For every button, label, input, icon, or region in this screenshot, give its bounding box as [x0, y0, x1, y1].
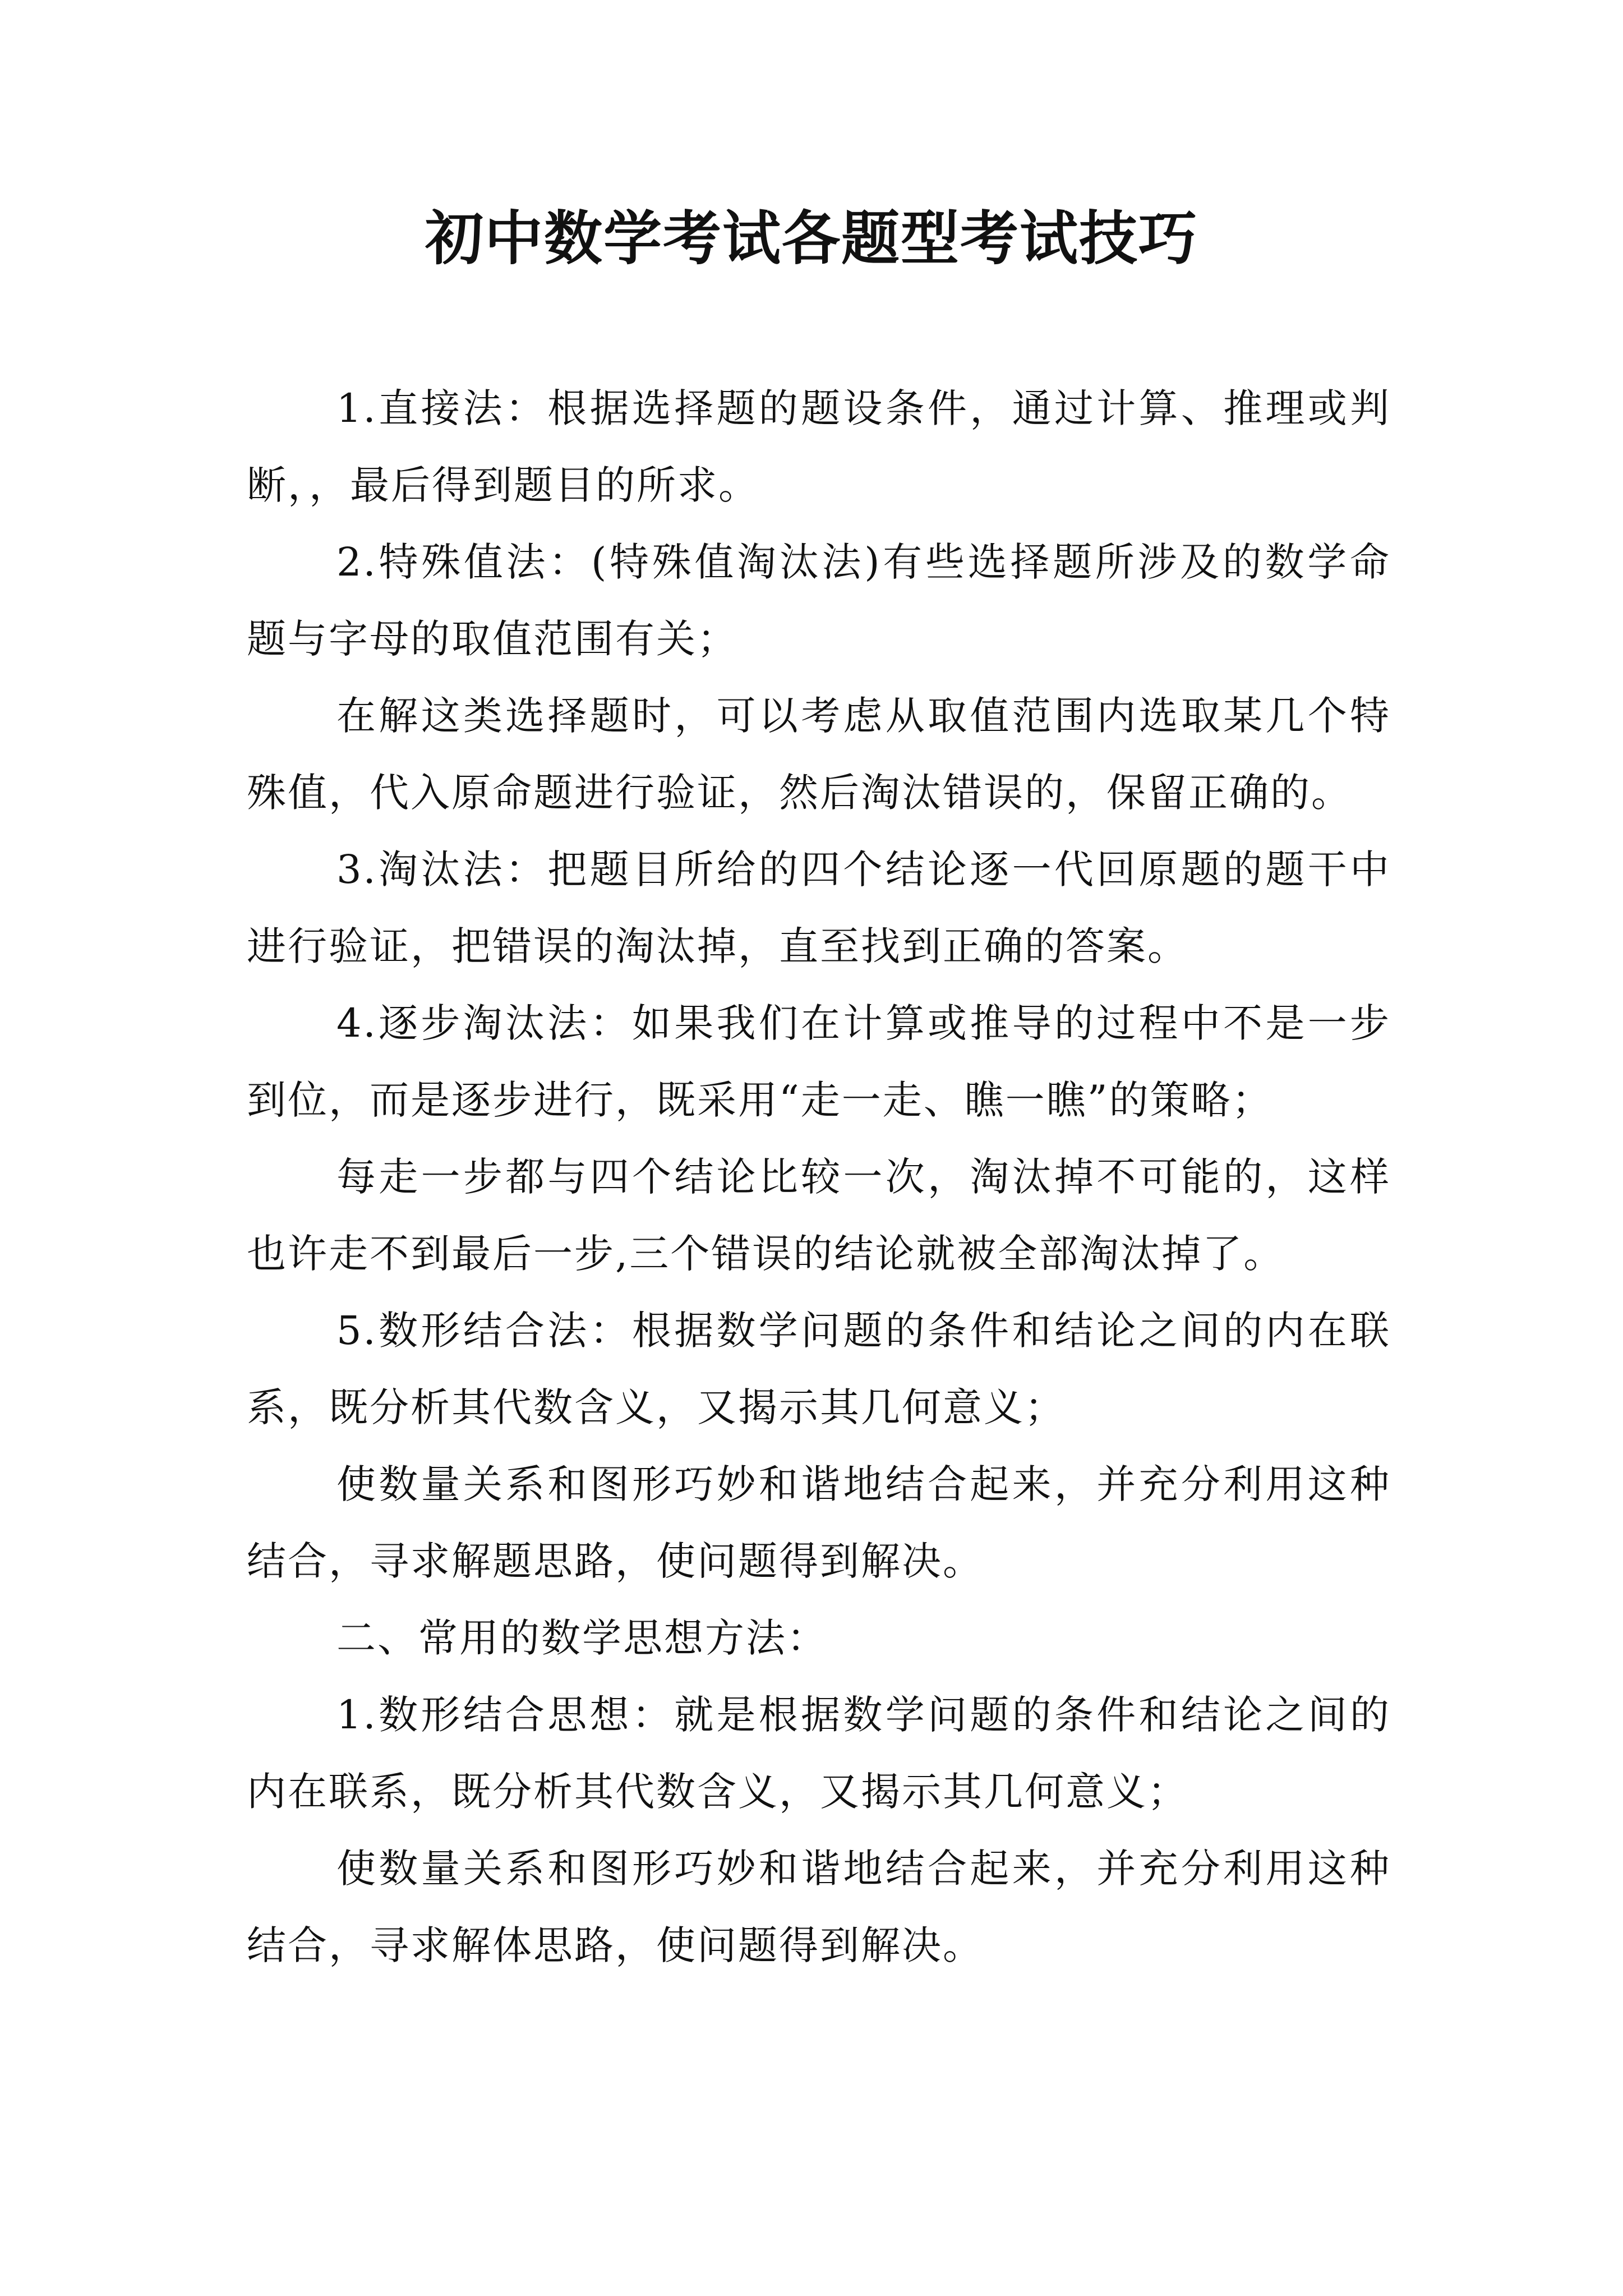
paragraph-stepwise-elimination: 4.逐步淘汰法：如果我们在计算或推导的过程中不是一步到位，而是逐步进行，既采用“走一走、瞧一瞧”的策略；	[247, 1000, 1391, 1123]
paragraph-special-value-method: 2.特殊值法：(特殊值淘汰法)有些选择题所涉及的数学命题与字母的取值范围有关；	[247, 539, 1391, 662]
paragraph-shape-number-method: 5.数形结合法：根据数学问题的条件和结论之间的内在联系，既分析其代数含义，又揭示其几何意义；	[247, 1308, 1391, 1430]
section-heading-math-thinking: 二、常用的数学思想方法：	[336, 1615, 828, 1661]
paragraph-stepwise-detail: 每走一步都与四个结论比较一次，淘汰掉不可能的，这样也许走不到最后一步,三个错误的结论就被全部淘汰掉了。	[247, 1154, 1391, 1277]
paragraph-elimination-method: 3.淘汰法：把题目所给的四个结论逐一代回原题的题干中进行验证，把错误的淘汰掉，直至找到正确的答案。	[247, 846, 1391, 969]
document-body	[247, 370, 1391, 1984]
paragraph-shape-number-thinking-detail: 使数量关系和图形巧妙和谐地结合起来，并充分利用这种结合，寻求解体思路，使问题得到解决。	[247, 1846, 1391, 1968]
paragraph-direct-method: 1.直接法：根据选择题的题设条件，通过计算、推理或判断，，最后得到题目的所求。	[247, 385, 1391, 508]
paragraph-shape-number-thinking: 1.数形结合思想：就是根据数学问题的条件和结论之间的内在联系，既分析其代数含义，又揭示其几何意义；	[247, 1692, 1391, 1815]
paragraph-special-value-detail: 在解这类选择题时，可以考虑从取值范围内选取某几个特殊值，代入原命题进行验证，然后淘汰错误的，保留正确的。	[247, 693, 1391, 816]
document-title: 初中数学考试各题型考试技巧	[425, 204, 1198, 273]
paragraph-shape-number-detail: 使数量关系和图形巧妙和谐地结合起来，并充分利用这种结合，寻求解题思路，使问题得到解决。	[247, 1461, 1391, 1584]
